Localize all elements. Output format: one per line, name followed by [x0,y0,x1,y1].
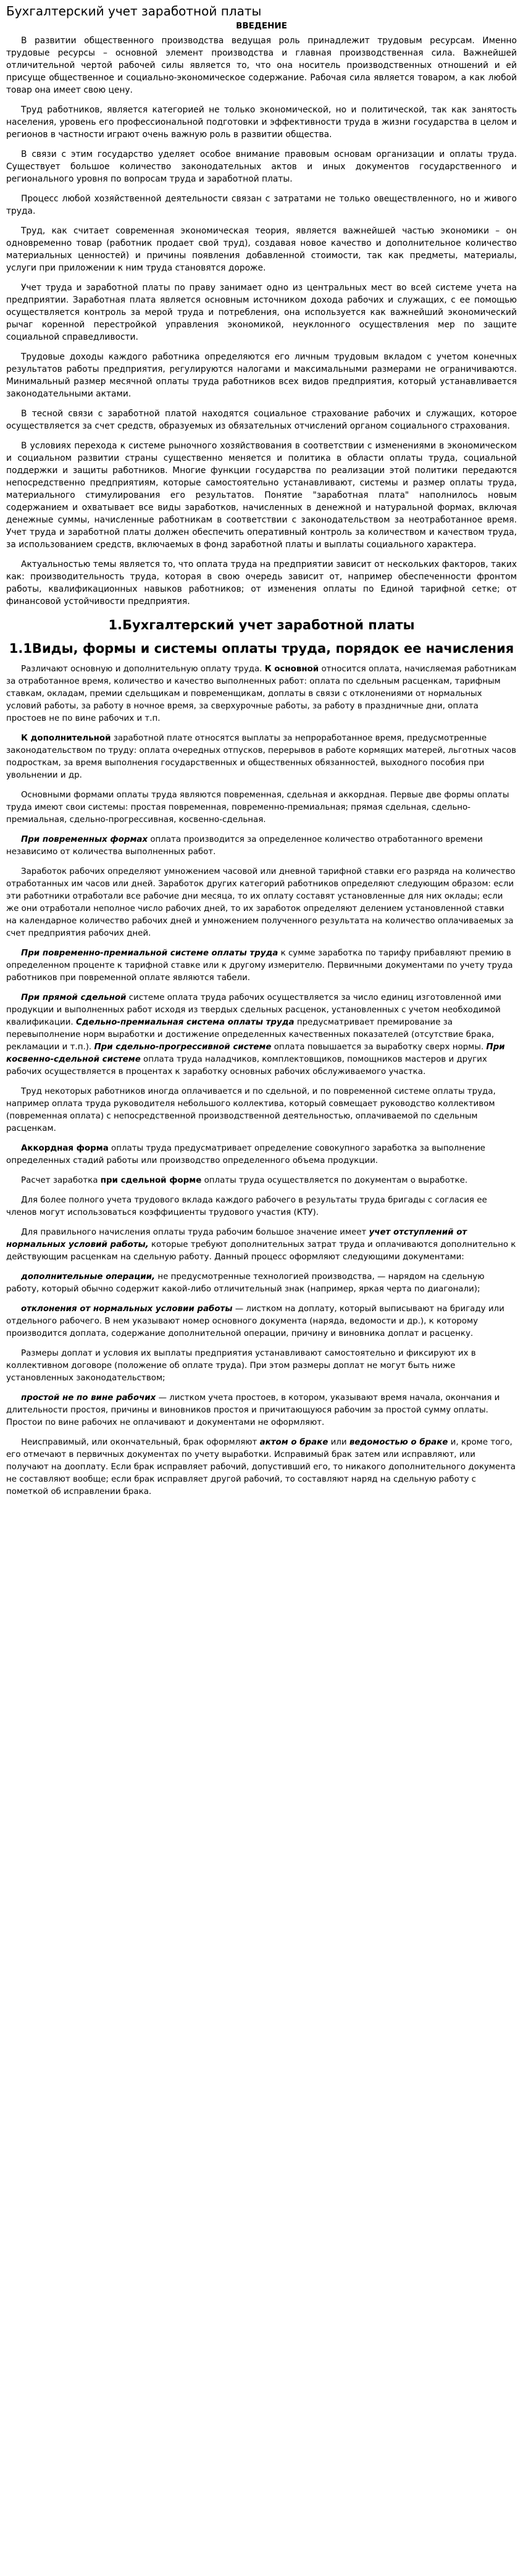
intro-paragraph: В тесной связи с заработной платой находятся социальное страхование рабочих и служащих, которое осуществляется за счет средств, образуемых из обязательных отчислений органом социального страхования. [6,409,517,431]
bold-italic-term: дополнительные операции, [21,1272,156,1282]
section-heading: 1.Бухгалтерский учет заработной платы [108,618,415,632]
bold-italic-term: актом о браке [259,1438,328,1447]
intro-paragraph: Труд, как считает современная экономическая теория, является важнейшей частью экономики – он одновременно товар (работник продает свой труд), создавая новое качество и дополнительное количество материальных ценностей) и причины появления добавленной стоимости, так как предметы, материалы, услуги при приложении к ним труда становятся дороже. [6,226,517,273]
text-run: или [330,1438,347,1447]
bold-term: Аккордная форма [21,1144,109,1153]
intro-paragraph: В условиях перехода к системе рыночного хозяйствования в соответствии с изменениями в экономическом и социальном развитии страны существенно меняется и политика в области оплаты труда, социальной поддержки и защиты работников. Многие функции государства по реализации этой политики передаются непосредственно предприятиям, которые самостоятельно устанавливают, системы и размер оплаты труда, материального стимулирования его результатов. Понятие "заработная плата" наполнилось новым содержанием и охватывает все виды заработков, начисленных в денежной и натуральной формах, включая денежные суммы, начисленные работникам в соответствии с законодательством за неотработанное время. Учет труда и заработной платы должен обеспечить оперативный контроль за количеством и качеством труда, за использованием средств, включаемых в фонд заработной платы и выплаты социального характера. [6,441,517,550]
text-run: — листком учета простоев, в котором, указывают время начала, окончания и длительности простоя, причины и виновников простоя и причитающуюся рабочим за простой сумму оплаты. Простои по вине рабочих не оплачивают и документами не оформляют. [6,1393,500,1427]
text-run: которые требуют дополнительных затрат труда и оплачиваются дополнительно к действующим расценкам на сдельную работу. Данный процесс оформляют следующими документами: [6,1240,516,1262]
bold-italic-term: При повременных формах [21,835,148,844]
document-title: Бухгалтерский учет заработной платы [6,4,262,19]
body-paragraph: Заработок рабочих определяют умножением часовой или дневной тарифной ставки его разряда на количество отработанных им часов или дней. Заработок других категорий работников определяют следующим образом: если эти работники отработали все рабочие дни месяца, то их оплату составят установленные для них оклады; если же они отработали неполное число рабочих дней, то их заработок определяют делением установленной ставки на календарное количество рабочих дней и умножением полученного результата на количество оплачиваемых за счет предприятия рабочих дней. [6,867,516,938]
intro-paragraph: Трудовые доходы каждого работника определяются его личным трудовым вкладом с учетом конечных результатов работы предприятия, регулируются налогами и максимальными размерами не ограничиваются. Минимальный размер месячной оплаты труда работников всех видов предприятия, который устанавливается законодательными актами. [6,352,517,399]
text-run: предусматривает премирование за перевыполнение норм выработки и достижение определенных качественных показателей (отсутствие брака, рекламации и т.п.). [6,1018,495,1052]
intro-paragraph: В связи с этим государство уделяет особое внимание правовым основам организации и оплаты труда. Существует большое количество законодательных актов и иных документов государственного и регионального уровня по вопросам труда и заработной платы. [6,149,517,184]
body-paragraph: Труд некоторых работников иногда оплачивается и по сдельной, и по повременной системе оплаты труда, например оплата труда руководителя небольшого коллектива, который совмещает руководство коллективом (повременная оплата) с непосредственной производственной деятельностью, оплачиваемой по сдельным расценкам. [6,1087,496,1133]
body-paragraph [6,1271,517,1296]
bold-term: К дополнительной [21,734,111,743]
body-paragraph: Основными формами оплаты труда являются повременная, сдельная и аккордная. Первые две формы оплаты труда имеют свои системы: простая повременная, повременно-премиальная; прямая сдельная, сдельно-премиальная, сдельно-прогрессивная, косвенно-сдельная. [6,791,509,824]
body-paragraph [6,1392,517,1429]
intro-paragraph: Учет труда и заработной платы по праву занимает одно из центральных мест во всей системе учета на предприятии. Заработная плата является основным источником дохода рабочих и служащих, с ее помощью осуществляется контроль за мерой труда и потребления, она используется как важнейший экономический рычаг коренной перестройкой управления экономикой, неуклонного осуществления мер по защите социальной справедливости. [6,283,517,342]
body-paragraph [6,947,517,984]
body-paragraph [6,1303,517,1340]
text-run: к сумме заработка по тарифу прибавляют премию в определенном проценте к тарифной ставке или к другому измерителю. Первичными документами по учету труда работников при повременной оплате являются табели. [6,949,513,983]
text-run: заработной плате относятся выплаты за непроработанное время, предусмотренные законодательством по труду: оплата очередных отпусков, перерывов в работе кормящих матерей, льготных часов подросткам, за время выполнения государственных и общественных обязанностей, выходного пособия при увольнении и др. [6,734,516,780]
bold-italic-term: При сдельно-прогрессивной системе [94,1043,272,1052]
body-paragraph [6,663,517,725]
bold-italic-term: При прямой сдельной [21,993,127,1002]
body-paragraph [6,1437,517,1498]
body-paragraph [6,1175,517,1187]
body-paragraph [6,1143,517,1167]
text-run: оплаты труда осуществляется по документам о выработке. [204,1176,468,1185]
bold-italic-term: ведомостью о браке [349,1438,448,1447]
body-paragraph [6,732,517,782]
text-run: Различают основную и дополнительную оплату труда. [21,665,262,674]
text-run: оплата труда наладчиков, комплектовщиков, помощников мастеров и других рабочих осуществляется в процентах к заработку основных рабочих обслуживаемого участка. [6,1055,487,1076]
text-run: не предусмотренные технологией производства, — нарядом на сдельную работу, который обычно содержит какой-либо отличительный знак (например, яркая черта по диагонали); [6,1272,485,1294]
text-run: Для правильного начисления оплаты труда рабочим большое значение имеет [21,1228,367,1237]
intro-paragraph: Труд работников, является категорией не только экономической, но и политической, так как занятость населения, уровень его профессиональной подготовки и эффективности труда в жизни государства в целом и регионов в частности играют очень важную роль в развитии общества. [6,105,517,140]
bold-italic-term: учет отступлений от нормальных условий работы, [6,1228,467,1249]
body-paragraph [6,992,517,1078]
text-run: оплата производится за определенное количество отработанного времени независимо от количества выполненных работ. [6,835,483,857]
intro-heading: ВВЕДЕНИЕ [236,21,287,31]
intro-paragraph: Процесс любой хозяйственной деятельности связан с затратами не только овеществленного, но и живого труда. [6,194,517,216]
subsection-heading: 1.1Виды, формы и системы оплаты труда, порядок ее начисления [9,641,514,656]
body-paragraph [6,834,517,858]
bold-italic-term: отклонения от нормальных условии работы [21,1304,233,1314]
intro-paragraph: В развитии общественного производства ведущая роль принадлежит трудовым ресурсам. Именно трудовые ресурсы – основной элемент производства и главная производственная сила. Важнейшей отличительной чертой рабочей силы является то, что она носитель производственных отношений и ей присуще общественное и социально-экономическое содержание. Рабочая сила является товаром, а как любой товар она имеет свою цену. [6,36,517,95]
text-run: — листком на доплату, который выписывают на бригаду или отдельного рабочего. В нем указывают номер основного документа (наряда, ведомости и др.), к которому производится доплата, содержание дополнительной операции, причину и виновника доплат и расценку. [6,1304,504,1338]
body-paragraph: Размеры доплат и условия их выплаты предприятия устанавливают самостоятельно и фиксируют их в коллективном договоре (положение об оплате труда). При этом размеры доплат не могут быть ниже установленных законодательством; [6,1349,476,1383]
bold-italic-term: При косвенно-сдельной системе [6,1043,505,1064]
text-run: оплаты труда предусматривает определение совокупного заработка за выполнение определенных стадий работы или производство определенного объема продукции. [6,1144,485,1165]
bold-italic-term: При повременно-премиальной системе оплаты труда [21,949,278,958]
bold-term: при сдельной форме [100,1176,202,1185]
text-run: относится оплата, начисляемая работникам за отработанное время, количество и качество выполненных работ: оплата по сдельным расценкам, тарифным ставкам, окладам, премии сдельщикам и повременщикам, доплаты в связи с отклонениями от нормальных условий работы, за работу в ночное время, за сверхурочные работы, за работу в праздничные дни, оплата простоев не по вине рабочих и т.п. [6,665,517,723]
text-run: системе оплата труда рабочих осуществляется за число единиц изготовленной ими продукции и выполненных работ исходя из твердых сдельных расценок, установленных с учетом необходимой квалификации. [6,993,501,1027]
body-paragraph: Для более полного учета трудового вклада каждого рабочего в результаты труда бригады с согласия ее членов могут использоваться коэффициенты трудового участия (КТУ). [6,1196,487,1217]
bold-italic-term: Сдельно-премиальная система оплаты труда [75,1018,295,1027]
bold-term: К основной [264,665,319,674]
text-run: Расчет заработка [21,1176,98,1185]
text-run: и, кроме того, его отмечают в первичных документах по учету выработки. Исправимый брак затем или исправляют, или получают на дооплату. Если брак исправляет рабочий, допустивший его, то никакого дополнительного документа не составляют вообще; если брак исправляет другой рабочий, то составляют наряд на сдельную работу с пометкой об исправлении брака. [6,1438,516,1496]
bold-italic-term: простой не по вине рабочих [21,1393,156,1403]
text-run: Неисправимый, или окончательный, брак оформляют [21,1438,257,1447]
intro-paragraph: Актуальностью темы является то, что оплата труда на предприятии зависит от нескольких факторов, таких как: производительность труда, которая в свою очередь зависит от, например обеспеченности фронтом работы, квалификационных навыков работников; от изменения оплаты по Единой тарифной сетке; от финансовой устойчивости предприятия. [6,560,517,606]
body-paragraph [6,1227,517,1264]
text-run: оплата повышается за выработку сверх нормы. [274,1043,484,1052]
